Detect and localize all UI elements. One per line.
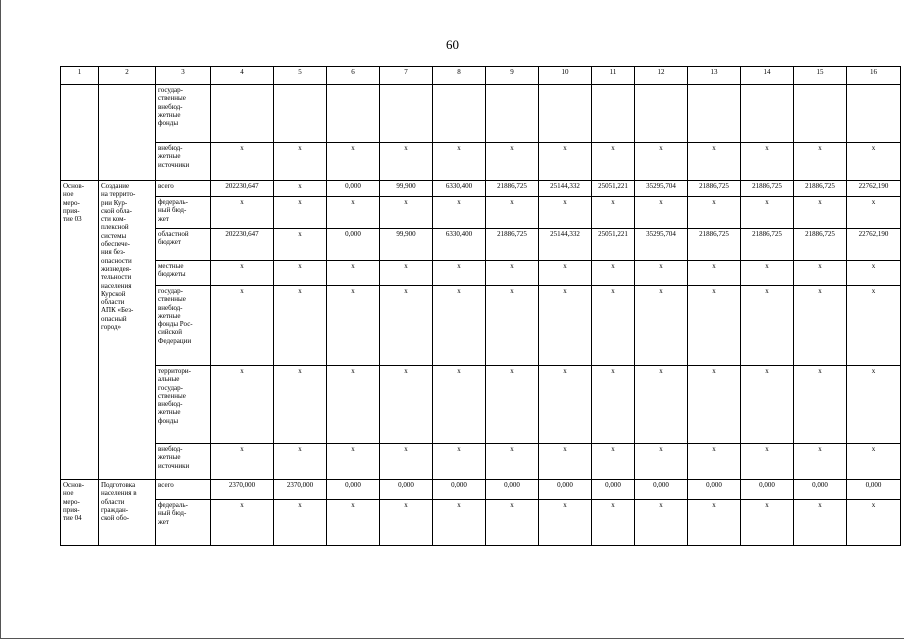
value-cell: 25144,332 [539,181,592,197]
measure-title-cell: Создание на террито- рии Кур- ской обла- сти ком- плексной системы обеспече- ния без- опасности жизнедея- тельности населения Курской области АПК «Без- опасный город» [99,181,156,480]
value-cell: 21886,725 [486,181,539,197]
value-cell: x [635,366,688,444]
value-cell: x [794,286,847,366]
column-number-header: 4 [211,67,274,85]
value-cell: x [688,261,741,286]
value-cell [327,85,380,143]
column-number-header: 9 [486,67,539,85]
value-cell: x [635,143,688,181]
value-cell: x [274,261,327,286]
value-cell: x [486,444,539,480]
value-cell: x [327,261,380,286]
funding-source-cell: областной бюджет [156,229,211,261]
value-cell: x [211,143,274,181]
value-cell: x [592,366,635,444]
value-cell: 0,000 [688,480,741,500]
column-number-header: 14 [741,67,794,85]
value-cell: x [741,286,794,366]
value-cell: x [380,500,433,546]
table-row [61,444,901,480]
value-cell: 2370,000 [211,480,274,500]
value-cell: x [688,366,741,444]
value-cell: x [380,143,433,181]
value-cell: 99,900 [380,229,433,261]
value-cell: x [327,366,380,444]
value-cell: x [274,143,327,181]
value-cell: 99,900 [380,181,433,197]
value-cell [635,85,688,143]
value-cell: x [274,197,327,229]
value-cell [211,85,274,143]
value-cell: 6330,400 [433,229,486,261]
value-cell: x [847,500,901,546]
column-number-header: 10 [539,67,592,85]
column-number-header: 13 [688,67,741,85]
column-number-header: 7 [380,67,433,85]
value-cell: x [794,261,847,286]
value-cell: x [741,143,794,181]
measure-name-cell: Основ- ное меро- прия- тие 03 [61,181,99,480]
table-row [61,197,901,229]
measure-name-cell [61,85,99,181]
value-cell: 21886,725 [794,229,847,261]
value-cell: x [274,444,327,480]
value-cell: 22762,190 [847,229,901,261]
value-cell: 0,000 [741,480,794,500]
value-cell: x [635,286,688,366]
value-cell: x [539,286,592,366]
value-cell: x [274,366,327,444]
value-cell: x [274,500,327,546]
value-cell: x [211,366,274,444]
column-number-header: 15 [794,67,847,85]
measure-name-cell: Основ- ное меро- прия- тие 04 [61,480,99,546]
funding-source-cell: федераль- ный бюд- жет [156,197,211,229]
value-cell: x [486,286,539,366]
value-cell: 25144,332 [539,229,592,261]
value-cell: x [380,197,433,229]
value-cell [274,85,327,143]
value-cell: x [433,366,486,444]
value-cell: x [741,366,794,444]
value-cell: x [433,197,486,229]
value-cell: 0,000 [327,480,380,500]
column-number-header: 3 [156,67,211,85]
value-cell: x [794,500,847,546]
value-cell: 21886,725 [741,181,794,197]
column-number-header: 12 [635,67,688,85]
column-number-header: 8 [433,67,486,85]
value-cell: x [486,261,539,286]
value-cell: x [327,286,380,366]
value-cell: 0,000 [486,480,539,500]
value-cell [847,85,901,143]
value-cell: x [847,143,901,181]
table-row [61,480,901,500]
value-cell [592,85,635,143]
value-cell: x [592,286,635,366]
value-cell [380,85,433,143]
value-cell: x [592,500,635,546]
table-row [61,366,901,444]
table-row [61,229,901,261]
column-number-header: 16 [847,67,901,85]
value-cell: x [274,181,327,197]
value-cell: x [433,286,486,366]
value-cell: 0,000 [327,181,380,197]
value-cell: x [847,197,901,229]
value-cell: x [592,444,635,480]
value-cell: 0,000 [847,480,901,500]
value-cell: 21886,725 [794,181,847,197]
value-cell: x [327,143,380,181]
value-cell: x [380,366,433,444]
value-cell: x [539,500,592,546]
funding-source-cell: территори- альные государ- ственные внебюд- жетные фонды [156,366,211,444]
value-cell: x [539,261,592,286]
value-cell: x [635,444,688,480]
value-cell: x [486,500,539,546]
value-cell [539,85,592,143]
value-cell: 25051,221 [592,181,635,197]
value-cell: 0,000 [380,480,433,500]
table-row [61,181,901,197]
value-cell: x [380,444,433,480]
column-number-header: 2 [99,67,156,85]
value-cell: 35295,704 [635,181,688,197]
value-cell: 0,000 [433,480,486,500]
funding-source-cell: федераль- ный бюд- жет [156,500,211,546]
value-cell: 25051,221 [592,229,635,261]
value-cell [741,85,794,143]
value-cell: 21886,725 [741,229,794,261]
value-cell: x [847,366,901,444]
value-cell: x [741,444,794,480]
value-cell: x [327,197,380,229]
value-cell: x [592,261,635,286]
value-cell: x [433,261,486,286]
table-row [61,143,901,181]
funding-source-cell: государ- ственные внебюд- жетные фонды [156,85,211,143]
funding-source-cell: всего [156,480,211,500]
header-row [61,67,901,85]
value-cell: x [847,261,901,286]
value-cell: x [327,500,380,546]
value-cell: x [327,444,380,480]
value-cell: 0,000 [327,229,380,261]
value-cell: x [794,444,847,480]
value-cell: 0,000 [794,480,847,500]
value-cell [688,85,741,143]
value-cell: x [847,286,901,366]
value-cell: x [635,261,688,286]
value-cell: x [211,500,274,546]
funding-source-cell: внебюд- жетные источники [156,143,211,181]
value-cell: x [741,500,794,546]
value-cell: x [688,197,741,229]
value-cell: x [486,197,539,229]
value-cell: x [211,444,274,480]
value-cell: 22762,190 [847,181,901,197]
measure-title-cell: Подготовка населения в области граждан- ской обо- [99,480,156,546]
value-cell: x [592,197,635,229]
value-cell: x [274,229,327,261]
budget-table [60,66,901,546]
value-cell: x [688,444,741,480]
value-cell: 21886,725 [486,229,539,261]
value-cell: x [635,500,688,546]
value-cell: 21886,725 [688,229,741,261]
value-cell: x [794,197,847,229]
funding-source-cell: государ- ственные внебюд- жетные фонды Рос- сийской Федерации [156,286,211,366]
column-number-header: 6 [327,67,380,85]
table-row [61,85,901,143]
funding-source-cell: внебюд- жетные источники [156,444,211,480]
value-cell: x [741,197,794,229]
value-cell: x [380,261,433,286]
value-cell: x [741,261,794,286]
table-row [61,500,901,546]
value-cell: x [486,143,539,181]
value-cell: x [433,444,486,480]
value-cell: 21886,725 [688,181,741,197]
value-cell: x [794,366,847,444]
page-number: 60 [446,37,459,52]
value-cell [433,85,486,143]
value-cell: 0,000 [592,480,635,500]
value-cell: x [211,261,274,286]
value-cell: x [211,197,274,229]
value-cell: x [211,286,274,366]
value-cell: x [539,197,592,229]
table-row [61,286,901,366]
value-cell: x [688,143,741,181]
value-cell: 202230,647 [211,229,274,261]
value-cell: x [380,286,433,366]
value-cell: x [688,286,741,366]
measure-title-cell [99,85,156,181]
value-cell: x [539,366,592,444]
value-cell: x [847,444,901,480]
value-cell: 202230,647 [211,181,274,197]
value-cell: x [688,500,741,546]
value-cell [794,85,847,143]
value-cell: x [274,286,327,366]
value-cell: 35295,704 [635,229,688,261]
value-cell: x [433,143,486,181]
column-number-header: 11 [592,67,635,85]
value-cell: x [592,143,635,181]
value-cell: x [635,197,688,229]
table-row [61,261,901,286]
funding-source-cell: местные бюджеты [156,261,211,286]
value-cell: 0,000 [635,480,688,500]
value-cell: 2370,000 [274,480,327,500]
value-cell: x [539,143,592,181]
value-cell: 0,000 [539,480,592,500]
value-cell [486,85,539,143]
value-cell: x [433,500,486,546]
value-cell: 6330,400 [433,181,486,197]
value-cell: x [486,366,539,444]
value-cell: x [794,143,847,181]
column-number-header: 5 [274,67,327,85]
value-cell: x [539,444,592,480]
column-number-header: 1 [61,67,99,85]
funding-source-cell: всего [156,181,211,197]
